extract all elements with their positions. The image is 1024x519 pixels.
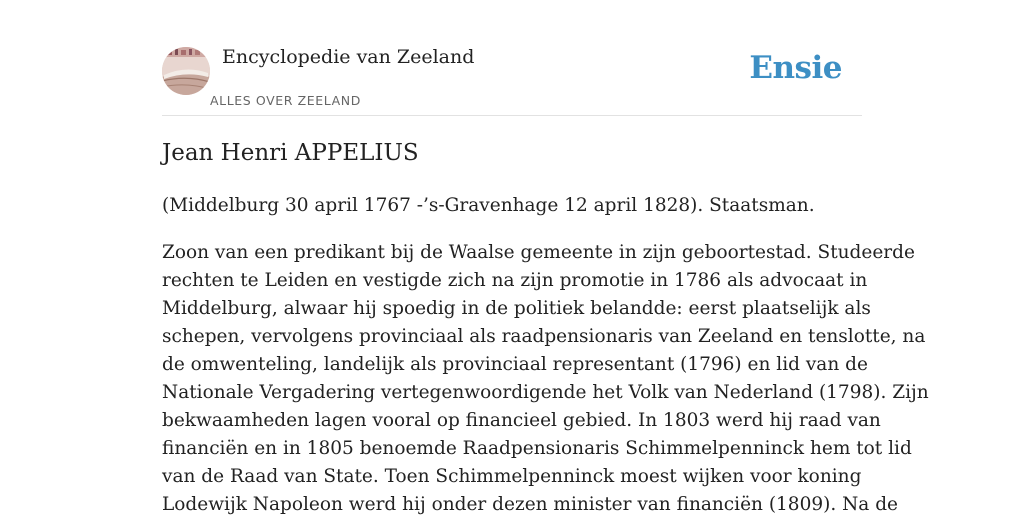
body-line: financiën en in 1805 benoemde Raadpensionaris Schimmelpenninck hem tot lid bbox=[162, 438, 912, 459]
site-header bbox=[162, 0, 862, 116]
article-lead: (Middelburg 30 april 1767 -’s-Gravenhage 12 april 1828). Staatsman. bbox=[162, 195, 815, 216]
page-container bbox=[162, 0, 929, 515]
body-line: Zoon van een predikant bij de Waalse gemeente in zijn geboortestad. Studeerde bbox=[162, 242, 915, 263]
site-logo-avatar[interactable] bbox=[162, 47, 210, 95]
ensie-brand-logo[interactable]: Ensie bbox=[749, 50, 842, 86]
site-title[interactable]: Encyclopedie van Zeeland bbox=[222, 46, 475, 68]
body-line: Nationale Vergadering vertegenwoordigende het Volk van Nederland (1798). Zijn bbox=[162, 382, 929, 403]
body-line: de omwenteling, landelijk als provinciaal representant (1796) en lid van de bbox=[162, 354, 868, 375]
article-body bbox=[162, 239, 929, 519]
book-image-icon bbox=[162, 47, 210, 95]
site-subtitle: ALLES OVER ZEELAND bbox=[210, 93, 361, 108]
body-line: rechten te Leiden en vestigde zich na zijn promotie in 1786 als advocaat in bbox=[162, 270, 868, 291]
body-line: schepen, vervolgens provinciaal als raadpensionaris van Zeeland en tenslotte, na bbox=[162, 326, 926, 347]
body-line: Middelburg, alwaar hij spoedig in de politiek belandde: eerst plaatselijk als bbox=[162, 298, 871, 319]
body-line: Lodewijk Napoleon werd hij onder dezen minister van financiën (1809). Na de bbox=[162, 494, 898, 515]
body-line: van de Raad van State. Toen Schimmelpenninck moest wijken voor koning bbox=[162, 466, 862, 487]
body-line: bekwaamheden lagen vooral op financieel gebied. In 1803 werd hij raad van bbox=[162, 410, 881, 431]
article-title: Jean Henri APPELIUS bbox=[162, 140, 419, 166]
